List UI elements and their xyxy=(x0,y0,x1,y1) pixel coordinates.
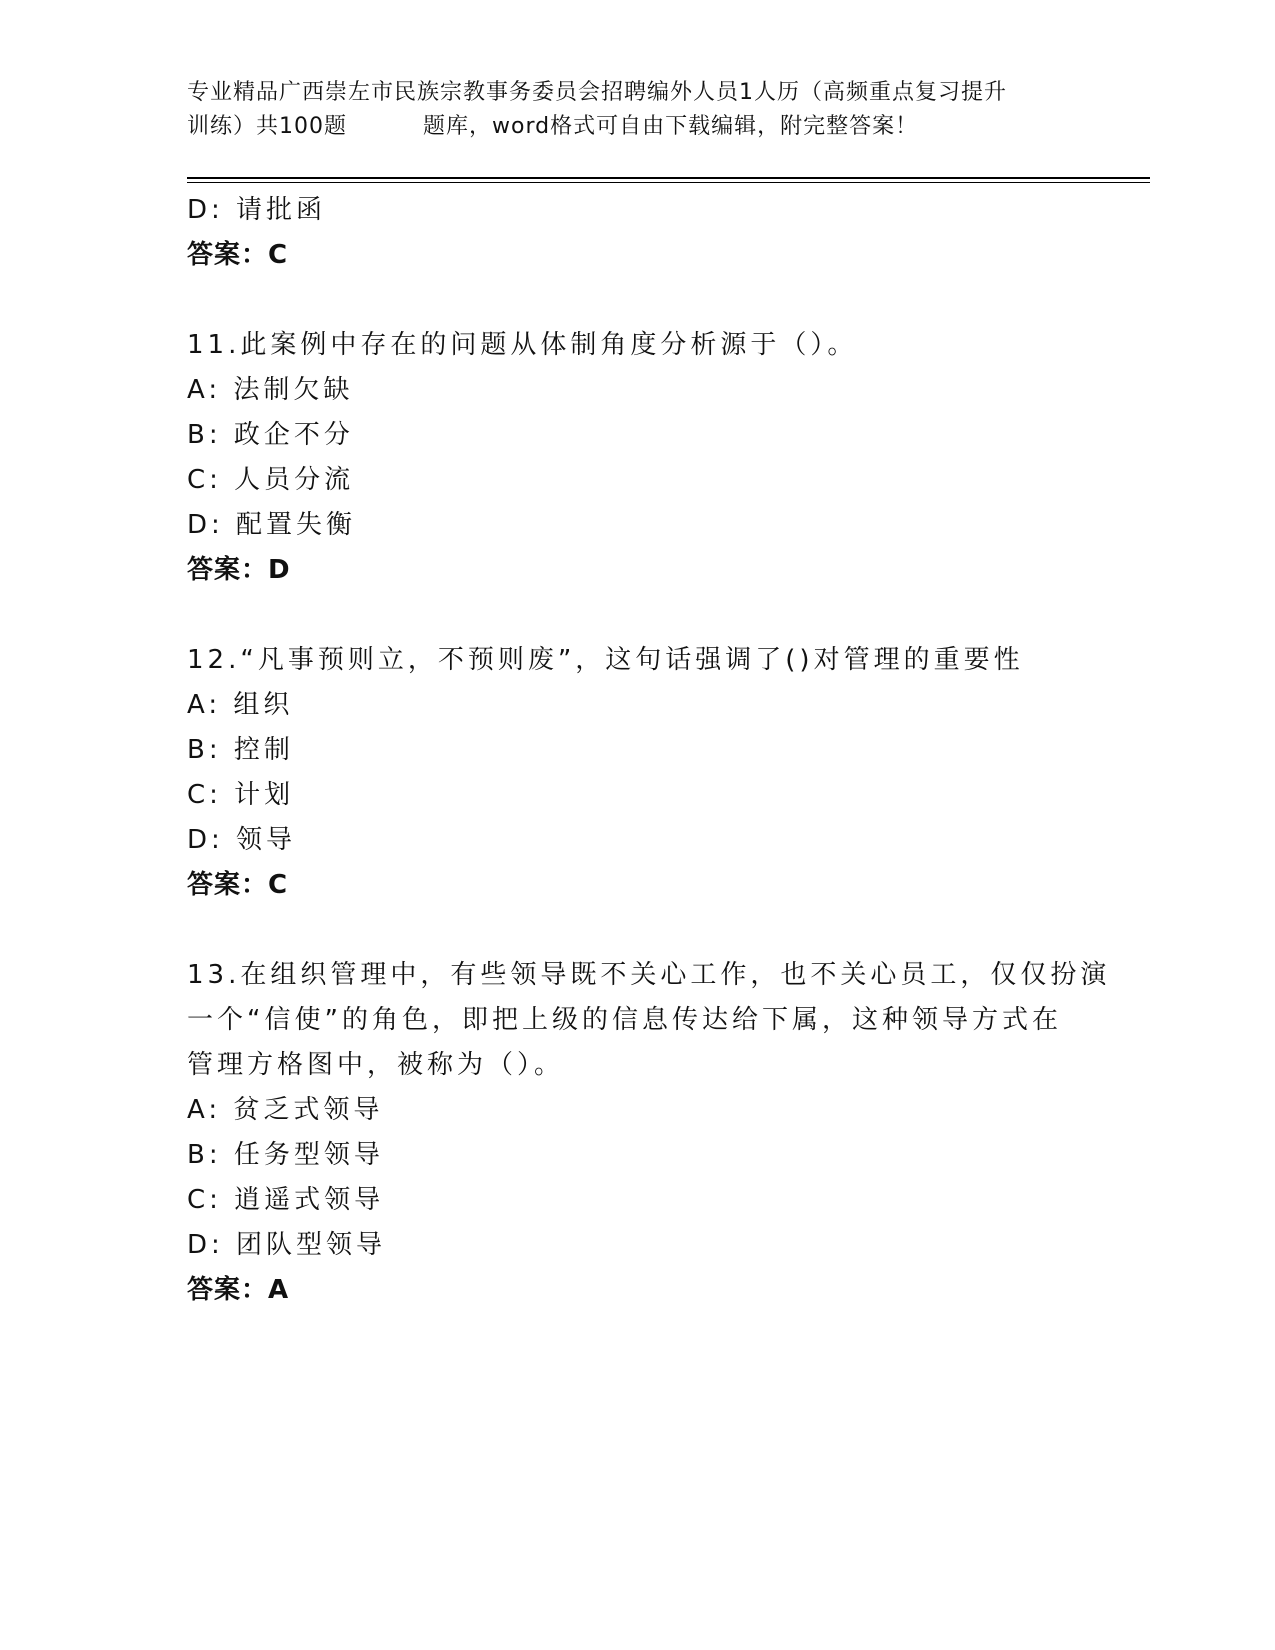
header-divider-thin xyxy=(187,182,1150,183)
option-d: D: 请批函 xyxy=(187,195,327,225)
question-list xyxy=(187,188,1111,1313)
option-b: B: 控制 xyxy=(187,735,294,765)
option-b: B: 任务型领导 xyxy=(187,1140,384,1170)
option-a: A: 贫乏式领导 xyxy=(187,1095,384,1125)
option-d: D: 配置失衡 xyxy=(187,510,357,540)
question-13 xyxy=(187,953,1111,1313)
question-stem-line-2: 一个“信使”的角色，即把上级的信息传达给下属，这种领导方式在 xyxy=(187,1005,1062,1035)
option-b: B: 政企不分 xyxy=(187,420,354,450)
question-gap xyxy=(187,908,1087,953)
option-c: C: 人员分流 xyxy=(187,465,355,495)
question-gap xyxy=(187,278,1087,323)
previous-question-tail xyxy=(187,188,1087,278)
header-title-part-b: 题库，word格式可自由下载编辑，附完整答案！ xyxy=(423,114,919,139)
document-header xyxy=(187,76,1087,144)
answer-line: 答案：C xyxy=(187,870,289,900)
header-title-part-a: 训练）共100题 xyxy=(187,114,347,139)
option-c: C: 计划 xyxy=(187,780,295,810)
question-stem: 12.“凡事预则立，不预则废”，这句话强调了()对管理的重要性 xyxy=(187,645,1024,675)
option-c: C: 逍遥式领导 xyxy=(187,1185,385,1215)
header-title-line-1: 专业精品广西崇左市民族宗教事务委员会招聘编外人员1人历（高频重点复习提升 xyxy=(187,80,1007,105)
option-d: D: 领导 xyxy=(187,825,297,855)
question-gap xyxy=(187,593,1087,638)
answer-line: 答案：A xyxy=(187,1275,290,1305)
question-11 xyxy=(187,323,1087,593)
option-a: A: 组织 xyxy=(187,690,294,720)
answer-line: 答案：C xyxy=(187,240,289,270)
question-stem: 11.此案例中存在的问题从体制角度分析源于（）。 xyxy=(187,330,858,360)
question-12 xyxy=(187,638,1087,908)
header-divider-thick xyxy=(187,177,1150,179)
question-stem-line-3: 管理方格图中，被称为（）。 xyxy=(187,1050,565,1080)
answer-line: 答案：D xyxy=(187,555,291,585)
option-a: A: 法制欠缺 xyxy=(187,375,354,405)
option-d: D: 团队型领导 xyxy=(187,1230,387,1260)
header-title-line-2 xyxy=(187,110,1087,144)
question-stem-line-1: 13.在组织管理中，有些领导既不关心工作，也不关心员工，仅仅扮演 xyxy=(187,960,1111,990)
